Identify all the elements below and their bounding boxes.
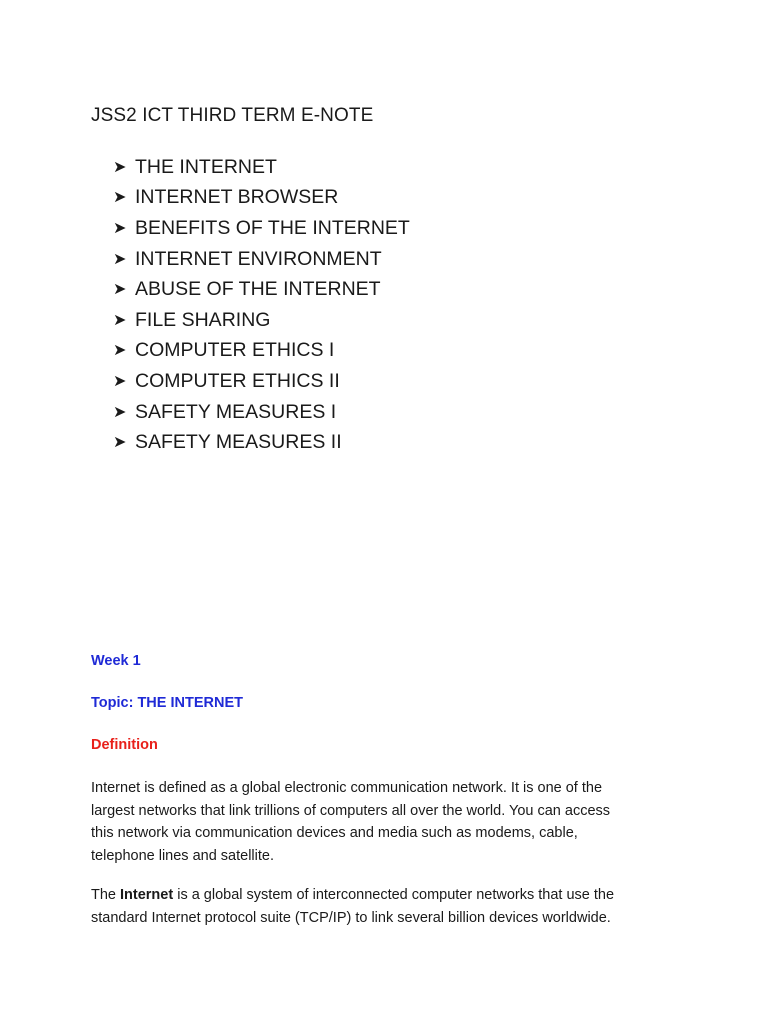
topic-label: INTERNET BROWSER — [135, 186, 339, 209]
bold-term: Internet — [120, 887, 174, 903]
topic-label: ABUSE OF THE INTERNET — [135, 278, 381, 301]
paragraph-line — [91, 884, 691, 907]
topic-label: SAFETY MEASURES II — [135, 431, 342, 454]
arrowhead-bullet-icon: ➤ — [113, 403, 127, 421]
paragraph-text: is a global system of interconnected computer networks that use the — [173, 887, 615, 903]
topic-label: SAFETY MEASURES I — [135, 400, 337, 423]
list-item — [113, 427, 410, 458]
arrowhead-bullet-icon: ➤ — [113, 342, 127, 360]
list-item — [113, 183, 410, 214]
list-item — [113, 152, 410, 183]
arrowhead-bullet-icon: ➤ — [113, 281, 127, 299]
paragraph-line: standard Internet protocol suite (TCP/IP) to link several billion devices worldwide. — [91, 909, 611, 926]
list-item — [113, 336, 410, 367]
paragraph-line: Internet is defined as a global electronic communication network. It is one of the — [91, 780, 603, 796]
topic-heading: Topic: THE INTERNET — [91, 695, 243, 711]
document-title: JSS2 ICT THIRD TERM E-NOTE — [91, 105, 374, 126]
arrowhead-bullet-icon: ➤ — [113, 158, 127, 176]
arrowhead-bullet-icon: ➤ — [113, 311, 127, 329]
topic-label: INTERNET ENVIRONMENT — [135, 247, 382, 270]
topic-label: COMPUTER ETHICS I — [135, 339, 335, 362]
arrowhead-bullet-icon: ➤ — [113, 219, 127, 237]
list-item — [113, 397, 410, 428]
list-item — [113, 305, 410, 336]
definition-heading: Definition — [91, 737, 158, 753]
list-item — [113, 213, 410, 244]
list-item — [113, 274, 410, 305]
week-heading: Week 1 — [91, 653, 141, 669]
topic-label: BENEFITS OF THE INTERNET — [135, 216, 410, 239]
arrowhead-bullet-icon: ➤ — [113, 250, 127, 268]
topic-label: THE INTERNET — [135, 155, 277, 178]
internet-description-paragraph — [91, 884, 691, 929]
definition-paragraph — [91, 777, 691, 867]
topics-list — [113, 152, 410, 458]
paragraph-prefix: The — [91, 887, 121, 903]
list-item — [113, 244, 410, 275]
list-item — [113, 366, 410, 397]
arrowhead-bullet-icon: ➤ — [113, 372, 127, 390]
topic-label: COMPUTER ETHICS II — [135, 369, 340, 392]
paragraph-line: telephone lines and satellite. — [91, 847, 274, 864]
paragraph-line: this network via communication devices and media such as modems, cable, — [91, 825, 578, 841]
topic-label: FILE SHARING — [135, 308, 271, 331]
paragraph-line: largest networks that link trillions of computers all over the world. You can access — [91, 802, 611, 819]
arrowhead-bullet-icon: ➤ — [113, 434, 127, 452]
arrowhead-bullet-icon: ➤ — [113, 189, 127, 207]
